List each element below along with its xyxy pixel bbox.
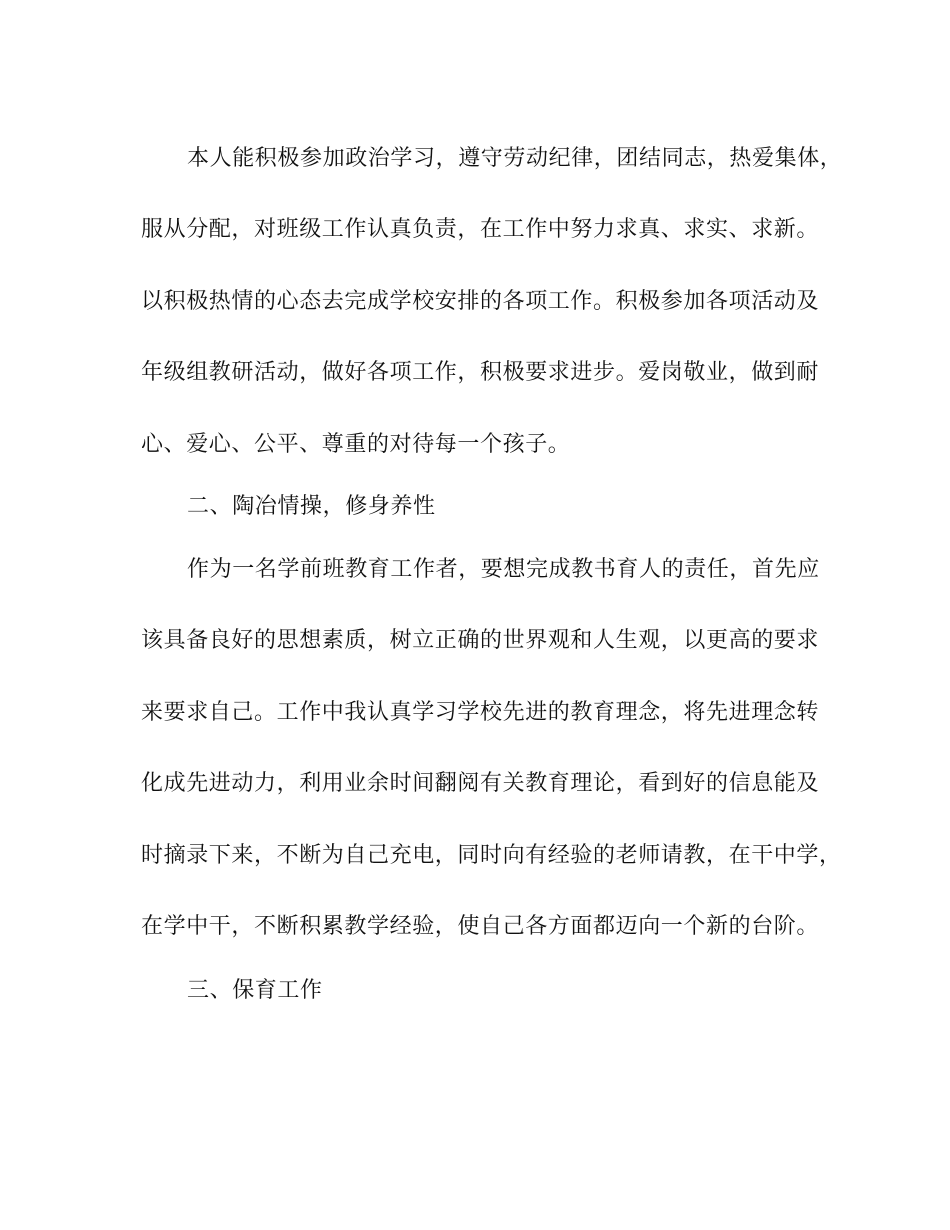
paragraph-line: 服从分配，对班级工作认真负责，在工作中努力求真、求实、求新。 (141, 217, 820, 242)
paragraph-line: 在学中干，不断积累教学经验，使自己各方面都迈向一个新的台阶。 (141, 914, 820, 939)
paragraph-line: 化成先进动力，利用业余时间翻阅有关教育理论，看到好的信息能及 (141, 771, 820, 796)
paragraph-line: 时摘录下来，不断为自己充电，同时向有经验的老师请教，在干中学， (141, 843, 842, 868)
paragraph-line: 以积极热情的心态去完成学校安排的各项工作。积极参加各项活动及 (141, 289, 820, 314)
paragraph-line: 年级组教研活动，做好各项工作，积极要求进步。爱岗敬业，做到耐 (141, 360, 820, 385)
paragraph-line: 作为一名学前班教育工作者，要想完成教书育人的责任，首先应 (187, 557, 820, 582)
paragraph-line: 心、爱心、公平、尊重的对待每一个孩子。 (141, 432, 571, 457)
paragraph-line: 来要求自己。工作中我认真学习学校先进的教育理念，将先进理念转 (141, 700, 820, 725)
section-heading: 二、陶冶情操，修身养性 (187, 494, 436, 519)
paragraph-line: 该具备良好的思想素质，树立正确的世界观和人生观，以更高的要求 (141, 628, 820, 653)
paragraph-line: 本人能积极参加政治学习，遵守劳动纪律，团结同志，热爱集体， (187, 146, 843, 171)
section-heading: 三、保育工作 (187, 978, 323, 1003)
